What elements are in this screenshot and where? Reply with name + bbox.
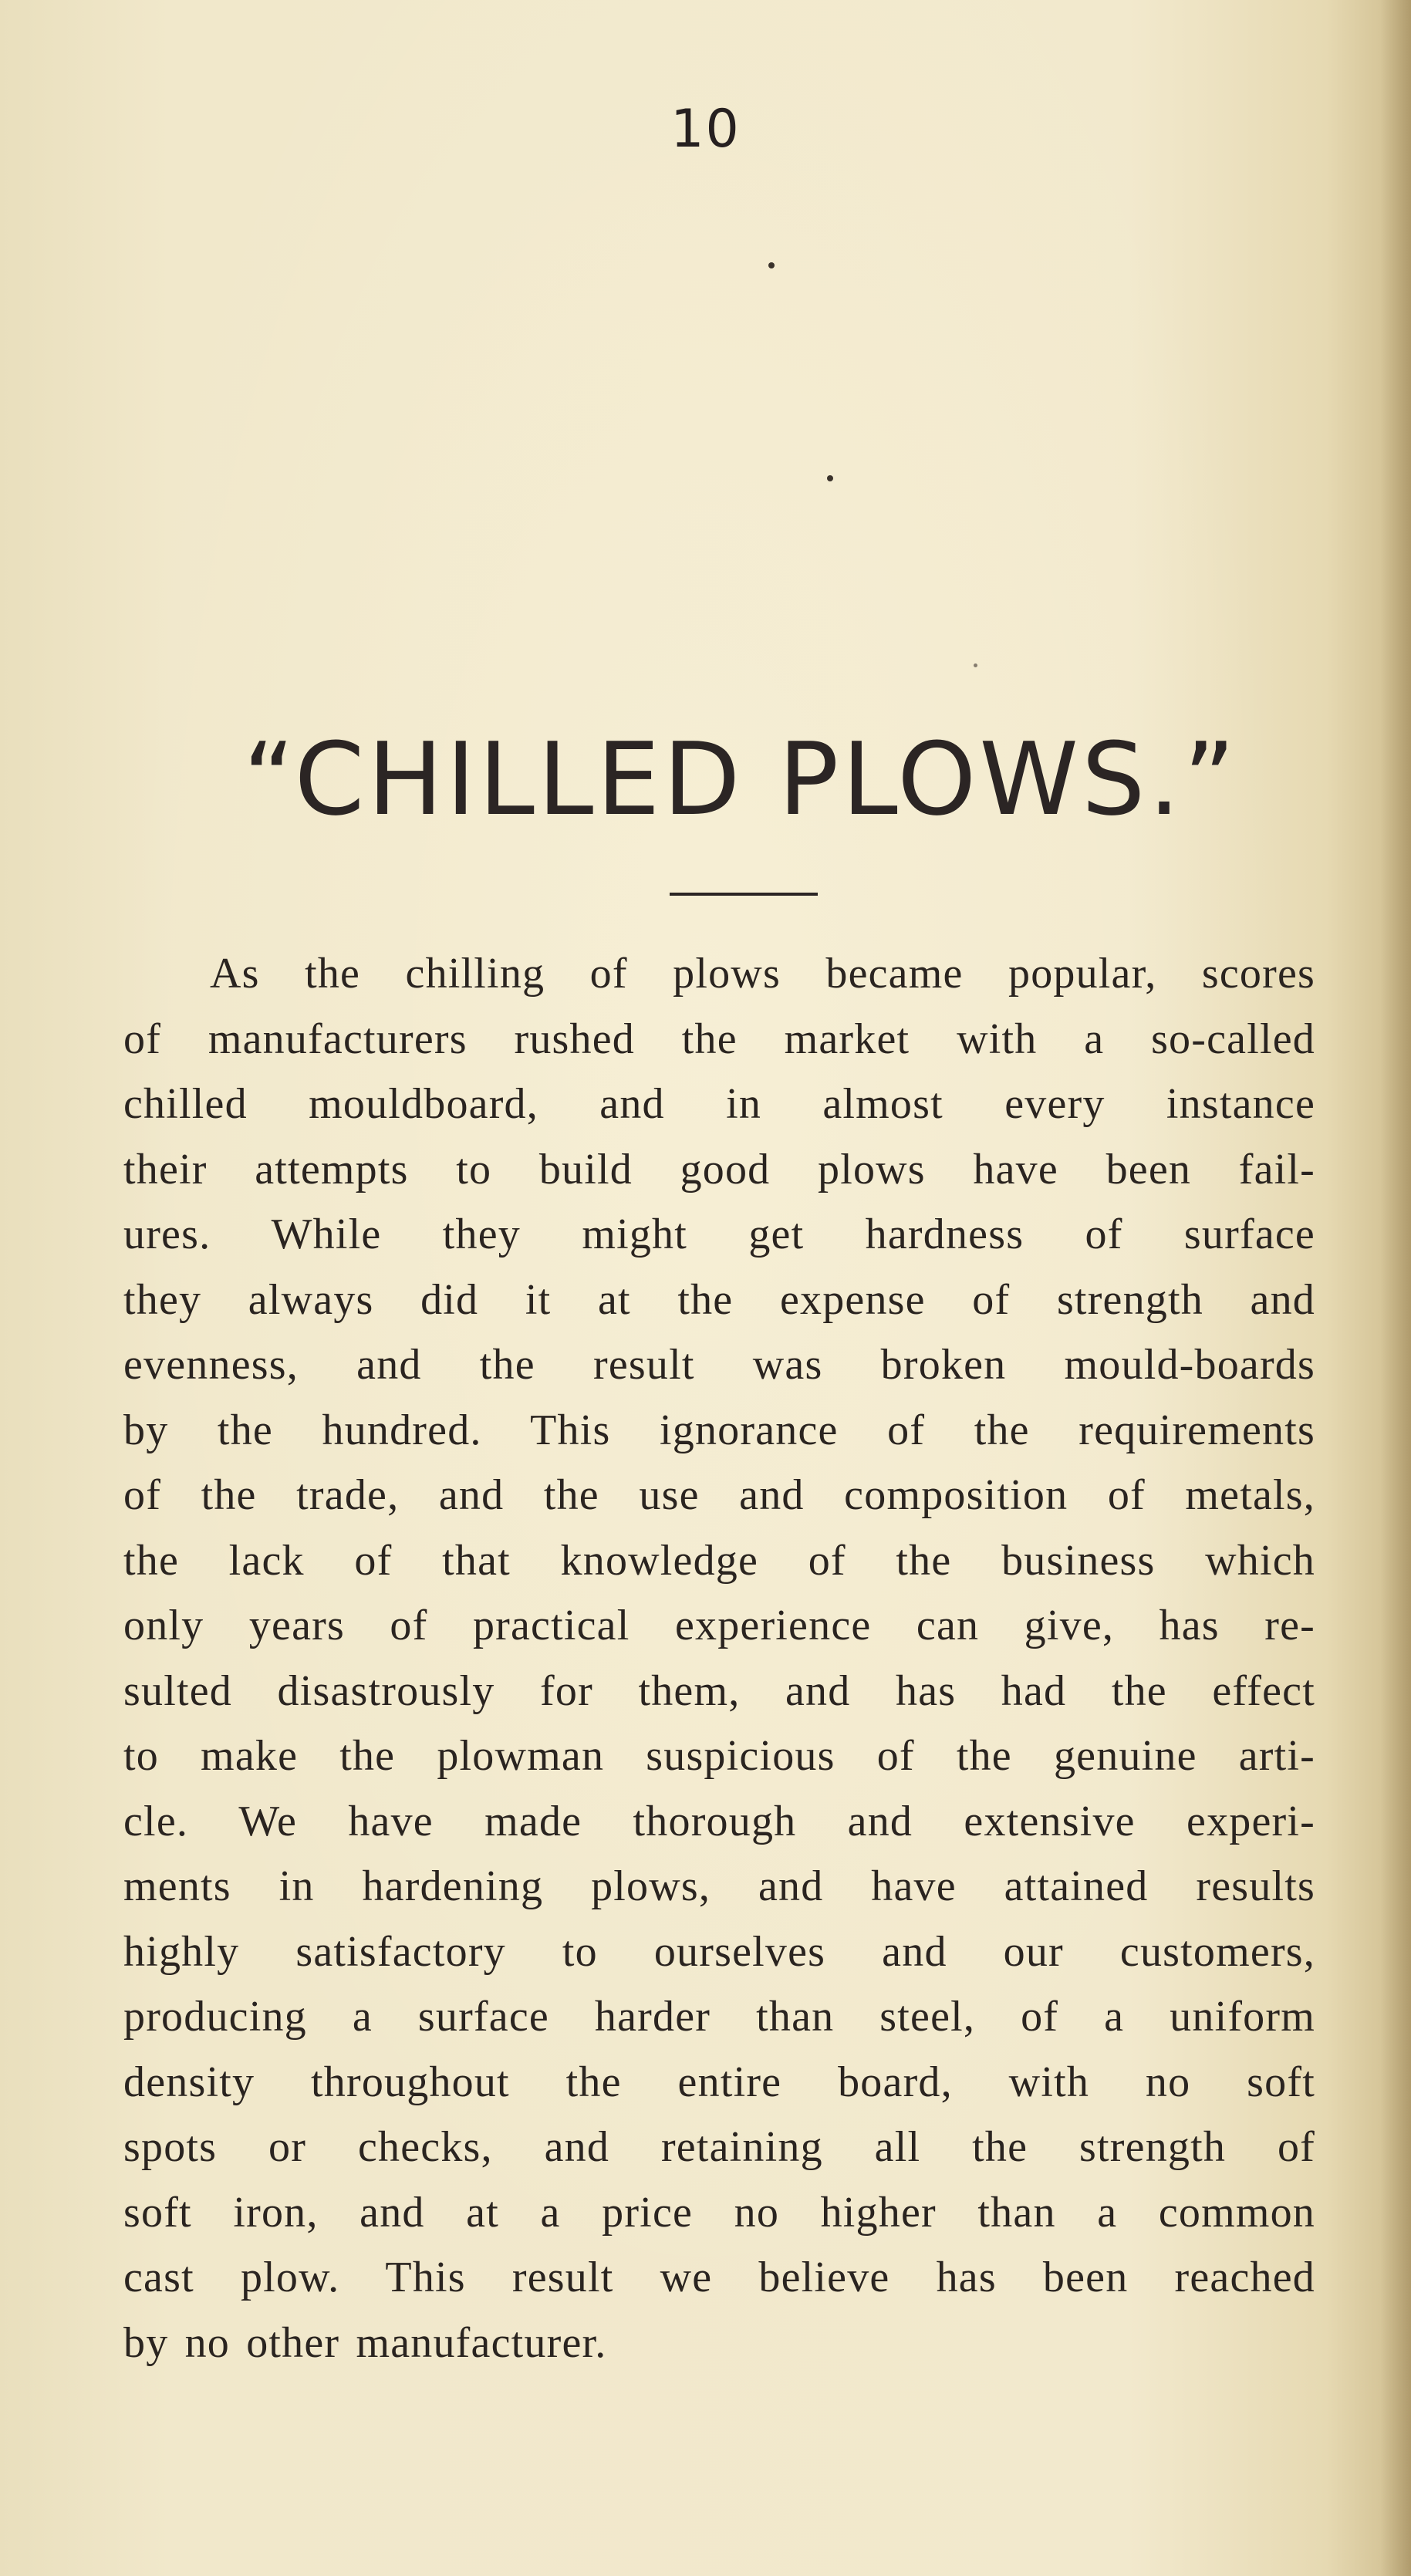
paragraph-line: they always did it at the expense of strength and [123, 1275, 1315, 1324]
paragraph-line: As the chilling of plows became popular, scores [210, 950, 1315, 998]
paragraph-line: ments in hardening plows, and have attained results [123, 1862, 1315, 1910]
ink-speck [827, 475, 833, 481]
paragraph-line: by no other manufacturer. [123, 2318, 607, 2367]
page-edge-shadow [1380, 0, 1411, 2576]
paragraph-line: spots or checks, and retaining all the strength of [123, 2123, 1315, 2171]
paragraph-line: chilled mouldboard, and in almost every instance [123, 1080, 1315, 1128]
paragraph-line: evenness, and the result was broken mould-boards [123, 1341, 1315, 1389]
ink-speck [974, 663, 977, 667]
paragraph-line: to make the plowman suspicious of the genuine arti- [123, 1732, 1315, 1780]
paragraph-line: of manufacturers rushed the market with a so-called [123, 1015, 1315, 1063]
body-paragraph [123, 941, 1315, 2375]
paragraph-line: density throughout the entire board, with no soft [123, 2058, 1315, 2106]
paragraph-line: cast plow. This result we believe has been reached [123, 2254, 1315, 2301]
page-title: “CHILLED PLOWS.” [242, 721, 1239, 838]
paragraph-line: of the trade, and the use and composition of metals, [123, 1471, 1315, 1519]
paragraph-line: their attempts to build good plows have been fail- [123, 1145, 1315, 1193]
page-number: 10 [670, 99, 741, 160]
paragraph-line: soft iron, and at a price no higher than a common [123, 2188, 1315, 2237]
paragraph-line: cle. We have made thorough and extensive experi- [123, 1797, 1315, 1845]
ink-speck [768, 262, 775, 268]
paragraph-line: by the hundred. This ignorance of the requirements [123, 1406, 1315, 1454]
paragraph-line: the lack of that knowledge of the business which [123, 1536, 1315, 1585]
paragraph-line: producing a surface harder than steel, of a uniform [123, 1993, 1315, 2041]
paragraph-line: sulted disastrously for them, and has had the effect [123, 1666, 1315, 1715]
title-divider [670, 893, 818, 896]
paragraph-line: only years of practical experience can give, has re- [123, 1602, 1315, 1649]
paragraph-line: highly satisfactory to ourselves and our customers, [123, 1927, 1315, 1976]
paragraph-line: ures. While they might get hardness of surface [123, 1210, 1315, 1258]
